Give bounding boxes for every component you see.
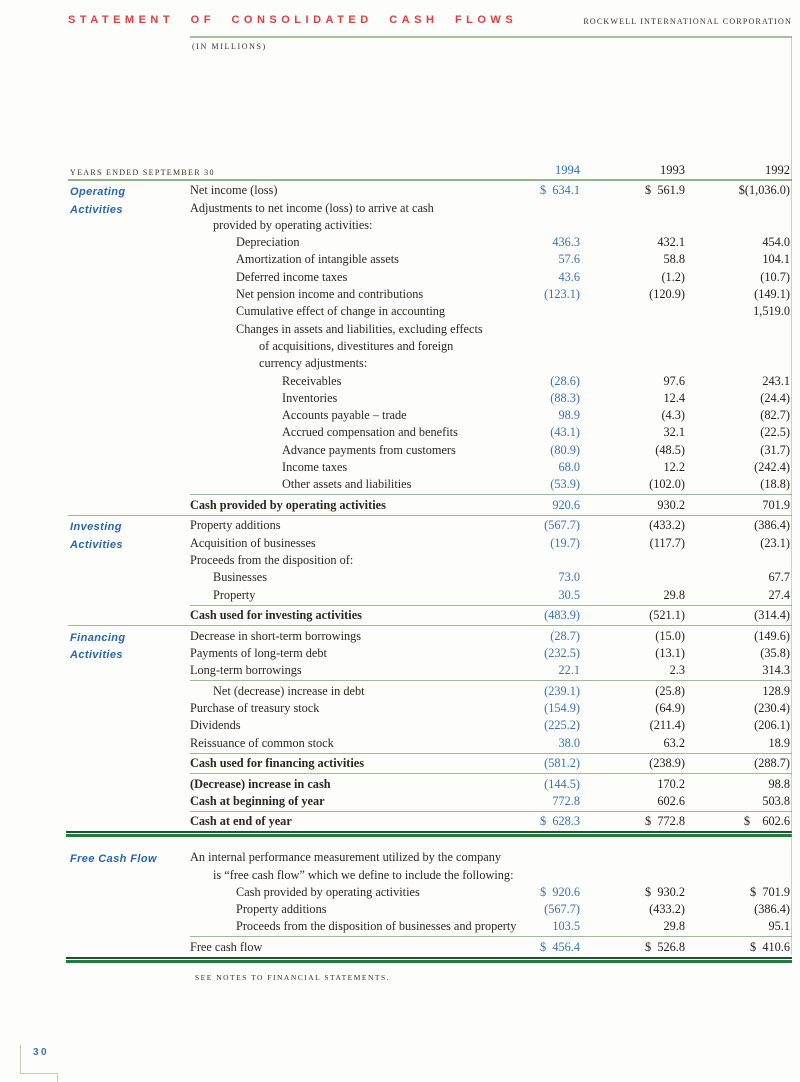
value-1994: 68.0 bbox=[558, 460, 580, 475]
value-1994: (232.5) bbox=[544, 645, 580, 660]
closing-rule-dark-line bbox=[66, 957, 792, 959]
value-1993: (433.2) bbox=[649, 902, 685, 917]
value-1994: (581.2) bbox=[544, 756, 580, 771]
value-1993: (4.3) bbox=[661, 408, 685, 423]
statement-row bbox=[68, 587, 792, 604]
divider-rule bbox=[190, 773, 792, 774]
statement-row bbox=[68, 625, 792, 646]
value-1994: (43.1) bbox=[550, 425, 580, 440]
line-item-label: Property additions bbox=[190, 518, 281, 533]
value-1993: 602.6 bbox=[657, 793, 685, 808]
line-item-label: Property additions bbox=[236, 902, 327, 917]
value-1992: $ 701.9 bbox=[750, 884, 790, 899]
line-item-label: is “free cash flow” which we define to include the following: bbox=[213, 867, 514, 882]
line-item-label: of acquisitions, divestitures and foreign bbox=[259, 338, 454, 353]
top-rule bbox=[190, 36, 792, 38]
section-label: Activities bbox=[70, 203, 123, 216]
value-1994: 98.9 bbox=[558, 408, 580, 423]
page-edge-line bbox=[791, 37, 792, 955]
value-1994: (80.9) bbox=[550, 442, 580, 457]
value-1994: (567.7) bbox=[544, 518, 580, 533]
value-1993: $ 526.8 bbox=[645, 939, 685, 954]
corner-decoration-line bbox=[20, 1045, 21, 1073]
statement-row bbox=[68, 425, 792, 442]
value-1994: (154.9) bbox=[544, 700, 580, 715]
value-1994: (567.7) bbox=[544, 902, 580, 917]
units-note: (IN MILLIONS) bbox=[192, 42, 267, 51]
value-1992: $ 602.6 bbox=[743, 814, 790, 829]
statement-row bbox=[68, 477, 792, 494]
value-1993: 432.1 bbox=[657, 235, 685, 250]
year-column-1993: 1993 bbox=[660, 163, 685, 177]
line-item-label: Reissuance of common stock bbox=[190, 735, 334, 750]
line-item-label: Accrued compensation and benefits bbox=[282, 425, 458, 440]
statement-row bbox=[68, 646, 792, 663]
value-1994: (28.7) bbox=[550, 628, 580, 643]
line-item-label: An internal performance measurement utilized by the company bbox=[190, 850, 502, 865]
value-1992: (10.7) bbox=[760, 269, 790, 284]
value-1992: (386.4) bbox=[754, 518, 790, 533]
statement-row bbox=[68, 753, 792, 774]
statement-row bbox=[68, 304, 792, 321]
value-1992: 95.1 bbox=[768, 919, 790, 934]
value-1994: 57.6 bbox=[558, 252, 580, 267]
statement-row bbox=[68, 850, 792, 867]
line-item-label: Cumulative effect of change in accounting bbox=[236, 304, 446, 319]
line-item-label: Deferred income taxes bbox=[236, 269, 348, 284]
value-1993: (1.2) bbox=[661, 269, 685, 284]
divider-rule bbox=[190, 753, 792, 754]
line-item-label: Cash used for financing activities bbox=[190, 756, 364, 771]
value-1993: (211.4) bbox=[649, 718, 685, 733]
section-label: Investing bbox=[70, 521, 122, 534]
statement-row bbox=[68, 680, 792, 701]
line-item-label: Dividends bbox=[190, 718, 241, 733]
statement-row bbox=[68, 701, 792, 718]
closing-rule-dark-line bbox=[66, 831, 792, 833]
statement-row bbox=[68, 794, 792, 811]
statement-closing-rule bbox=[66, 831, 792, 837]
line-item-label: Receivables bbox=[282, 373, 342, 388]
value-1992: 1,519.0 bbox=[753, 304, 790, 319]
line-item-label: currency adjustments: bbox=[259, 356, 368, 371]
divider-rule bbox=[190, 936, 792, 937]
statement-row bbox=[68, 718, 792, 735]
value-1993: 63.2 bbox=[663, 735, 685, 750]
divider-rule bbox=[190, 494, 792, 495]
statement-row bbox=[68, 570, 792, 587]
corner-decoration-line bbox=[20, 1073, 58, 1074]
value-1992: (149.6) bbox=[754, 628, 790, 643]
value-1993: $ 772.8 bbox=[645, 814, 685, 829]
divider-rule bbox=[190, 680, 792, 681]
value-1994: $ 456.4 bbox=[540, 939, 580, 954]
statement-row bbox=[68, 494, 792, 515]
section-label: Activities bbox=[70, 538, 123, 551]
years-header-rule bbox=[68, 179, 792, 181]
value-1994: $ 634.1 bbox=[540, 183, 580, 198]
section-label: Operating bbox=[70, 186, 126, 199]
value-1992: 243.1 bbox=[762, 373, 790, 388]
footnote: SEE NOTES TO FINANCIAL STATEMENTS. bbox=[195, 973, 391, 982]
statement-row bbox=[68, 460, 792, 477]
value-1993: 930.2 bbox=[657, 497, 685, 512]
value-1994: 436.3 bbox=[552, 235, 580, 250]
value-1992: 454.0 bbox=[762, 235, 790, 250]
value-1992: $(1,036.0) bbox=[738, 183, 790, 198]
value-1992: (35.8) bbox=[760, 645, 790, 660]
years-ended-label: YEARS ENDED SEPTEMBER 30 bbox=[70, 168, 215, 177]
value-1992: (149.1) bbox=[754, 287, 790, 302]
value-1992: (314.4) bbox=[754, 608, 790, 623]
line-item-label: Income taxes bbox=[282, 460, 348, 475]
line-item-label: Payments of long-term debt bbox=[190, 645, 327, 660]
value-1994: (53.9) bbox=[550, 477, 580, 492]
value-1992: (18.8) bbox=[760, 477, 790, 492]
line-item-label: Depreciation bbox=[236, 235, 300, 250]
value-1994: (225.2) bbox=[544, 718, 580, 733]
line-item-label: Advance payments from customers bbox=[282, 442, 456, 457]
value-1994: 43.6 bbox=[558, 269, 580, 284]
value-1992: (31.7) bbox=[760, 442, 790, 457]
value-1992: (23.1) bbox=[760, 535, 790, 550]
value-1993: $ 561.9 bbox=[645, 183, 685, 198]
statement-row bbox=[68, 919, 792, 936]
line-item-label: Adjustments to net income (loss) to arrive at cash bbox=[190, 200, 434, 215]
statement-row bbox=[68, 936, 792, 957]
value-1994: (19.7) bbox=[550, 535, 580, 550]
line-item-label: Cash used for investing activities bbox=[190, 608, 362, 623]
years-header bbox=[68, 161, 792, 178]
closing-rule-green-line bbox=[66, 960, 792, 963]
value-1993: (13.1) bbox=[655, 645, 685, 660]
statement-row bbox=[68, 287, 792, 304]
line-item-label: Inventories bbox=[282, 390, 338, 405]
divider-rule bbox=[190, 605, 792, 606]
value-1994: 103.5 bbox=[552, 919, 580, 934]
section-label: Activities bbox=[70, 648, 123, 661]
value-1994: $ 920.6 bbox=[540, 884, 580, 899]
value-1993: 12.4 bbox=[663, 390, 685, 405]
statement-row bbox=[68, 391, 792, 408]
value-1994: (239.1) bbox=[544, 683, 580, 698]
value-1994: (123.1) bbox=[544, 287, 580, 302]
value-1993: 2.3 bbox=[669, 663, 685, 678]
line-item-label: Long-term borrowings bbox=[190, 663, 302, 678]
value-1993: (521.1) bbox=[649, 608, 685, 623]
statement-row bbox=[68, 811, 792, 832]
line-item-label: Cash provided by operating activities bbox=[190, 497, 386, 512]
statement-row bbox=[68, 535, 792, 552]
value-1994: (483.9) bbox=[544, 608, 580, 623]
statement-row bbox=[68, 885, 792, 902]
page-title: STATEMENT OF CONSOLIDATED CASH FLOWS bbox=[68, 14, 518, 26]
value-1994: 920.6 bbox=[552, 497, 580, 512]
statement-row bbox=[68, 663, 792, 680]
value-1992: 503.8 bbox=[762, 793, 790, 808]
line-item-label: provided by operating activities: bbox=[213, 217, 373, 232]
statement-row bbox=[68, 773, 792, 794]
line-item-label: Net income (loss) bbox=[190, 183, 278, 198]
value-1994: 38.0 bbox=[558, 735, 580, 750]
statement-row bbox=[68, 218, 792, 235]
value-1993: 32.1 bbox=[663, 425, 685, 440]
value-1993: (48.5) bbox=[655, 442, 685, 457]
divider-rule bbox=[68, 515, 792, 516]
value-1992: (22.5) bbox=[760, 425, 790, 440]
value-1992: 128.9 bbox=[762, 683, 790, 698]
value-1993: 97.6 bbox=[663, 373, 685, 388]
line-item-label: Cash provided by operating activities bbox=[236, 884, 420, 899]
line-item-label: Businesses bbox=[213, 570, 267, 585]
value-1992: (230.4) bbox=[754, 700, 790, 715]
statement-row bbox=[68, 605, 792, 626]
line-item-label: Other assets and liabilities bbox=[282, 477, 412, 492]
value-1992: 18.9 bbox=[768, 735, 790, 750]
line-item-label: Proceeds from the disposition of businesses and property bbox=[236, 919, 517, 934]
value-1992: 27.4 bbox=[768, 587, 790, 602]
value-1994: 22.1 bbox=[558, 663, 580, 678]
value-1993: (120.9) bbox=[649, 287, 685, 302]
statement-row bbox=[68, 321, 792, 338]
value-1994: (88.3) bbox=[550, 390, 580, 405]
cash-flow-table bbox=[68, 183, 792, 831]
section-label: Free Cash Flow bbox=[70, 853, 157, 866]
line-item-label: Amortization of intangible assets bbox=[236, 252, 399, 267]
statement-row bbox=[68, 200, 792, 217]
line-item-label: Free cash flow bbox=[190, 939, 263, 954]
statement-row bbox=[68, 339, 792, 356]
value-1992: (242.4) bbox=[754, 460, 790, 475]
closing-rule-green-line bbox=[66, 834, 792, 837]
line-item-label: Cash at beginning of year bbox=[190, 793, 325, 808]
value-1994: (28.6) bbox=[550, 373, 580, 388]
value-1992: (82.7) bbox=[760, 408, 790, 423]
value-1993: 29.8 bbox=[663, 919, 685, 934]
page-number: 30 bbox=[33, 1047, 50, 1058]
statement-row bbox=[68, 183, 792, 200]
statement-row bbox=[68, 515, 792, 536]
line-item-label: Accounts payable – trade bbox=[282, 408, 407, 423]
value-1992: 314.3 bbox=[762, 663, 790, 678]
value-1992: (206.1) bbox=[754, 718, 790, 733]
value-1993: 12.2 bbox=[663, 460, 685, 475]
corner-decoration-line bbox=[57, 1073, 58, 1082]
statement-row bbox=[68, 735, 792, 752]
fcf-closing-rule bbox=[66, 957, 792, 963]
value-1992: (288.7) bbox=[754, 756, 790, 771]
value-1992: $ 410.6 bbox=[750, 939, 790, 954]
statement-row bbox=[68, 269, 792, 286]
divider-rule bbox=[68, 625, 792, 626]
value-1992: 67.7 bbox=[768, 570, 790, 585]
value-1994: 73.0 bbox=[558, 570, 580, 585]
line-item-label: Changes in assets and liabilities, excluding effects bbox=[236, 321, 483, 336]
value-1993: 29.8 bbox=[663, 587, 685, 602]
value-1992: 98.8 bbox=[768, 776, 790, 791]
statement-row bbox=[68, 373, 792, 390]
company-name: ROCKWELL INTERNATIONAL CORPORATION bbox=[583, 17, 792, 26]
value-1993: $ 930.2 bbox=[645, 884, 685, 899]
line-item-label: Net pension income and contributions bbox=[236, 287, 424, 302]
value-1993: (433.2) bbox=[649, 518, 685, 533]
line-item-label: Net (decrease) increase in debt bbox=[213, 683, 365, 698]
statement-row bbox=[68, 356, 792, 373]
value-1993: (15.0) bbox=[655, 628, 685, 643]
line-item-label: Decrease in short-term borrowings bbox=[190, 628, 362, 643]
value-1994: (144.5) bbox=[544, 776, 580, 791]
line-item-label: Proceeds from the disposition of: bbox=[190, 552, 354, 567]
free-cash-flow-table bbox=[68, 850, 792, 957]
value-1993: (238.9) bbox=[649, 756, 685, 771]
line-item-label: (Decrease) increase in cash bbox=[190, 776, 331, 791]
line-item-label: Acquisition of businesses bbox=[190, 535, 316, 550]
value-1994: 30.5 bbox=[558, 587, 580, 602]
statement-row bbox=[68, 867, 792, 884]
value-1993: (117.7) bbox=[649, 535, 685, 550]
line-item-label: Purchase of treasury stock bbox=[190, 700, 320, 715]
value-1992: 104.1 bbox=[762, 252, 790, 267]
section-label: Financing bbox=[70, 631, 126, 644]
statement-row bbox=[68, 408, 792, 425]
statement-row bbox=[68, 235, 792, 252]
year-column-1992: 1992 bbox=[765, 163, 790, 177]
statement-row bbox=[68, 442, 792, 459]
divider-rule bbox=[190, 811, 792, 812]
value-1993: (25.8) bbox=[655, 683, 685, 698]
value-1994: $ 628.3 bbox=[540, 814, 580, 829]
statement-row bbox=[68, 902, 792, 919]
value-1993: 58.8 bbox=[663, 252, 685, 267]
value-1993: (102.0) bbox=[649, 477, 685, 492]
statement-row bbox=[68, 553, 792, 570]
value-1993: (64.9) bbox=[655, 700, 685, 715]
value-1992: (386.4) bbox=[754, 902, 790, 917]
line-item-label: Cash at end of year bbox=[190, 814, 292, 829]
statement-row bbox=[68, 252, 792, 269]
value-1992: (24.4) bbox=[760, 390, 790, 405]
year-column-1994: 1994 bbox=[555, 163, 580, 177]
value-1994: 772.8 bbox=[552, 793, 580, 808]
value-1993: 170.2 bbox=[657, 776, 685, 791]
line-item-label: Property bbox=[213, 587, 256, 602]
value-1992: 701.9 bbox=[762, 497, 790, 512]
